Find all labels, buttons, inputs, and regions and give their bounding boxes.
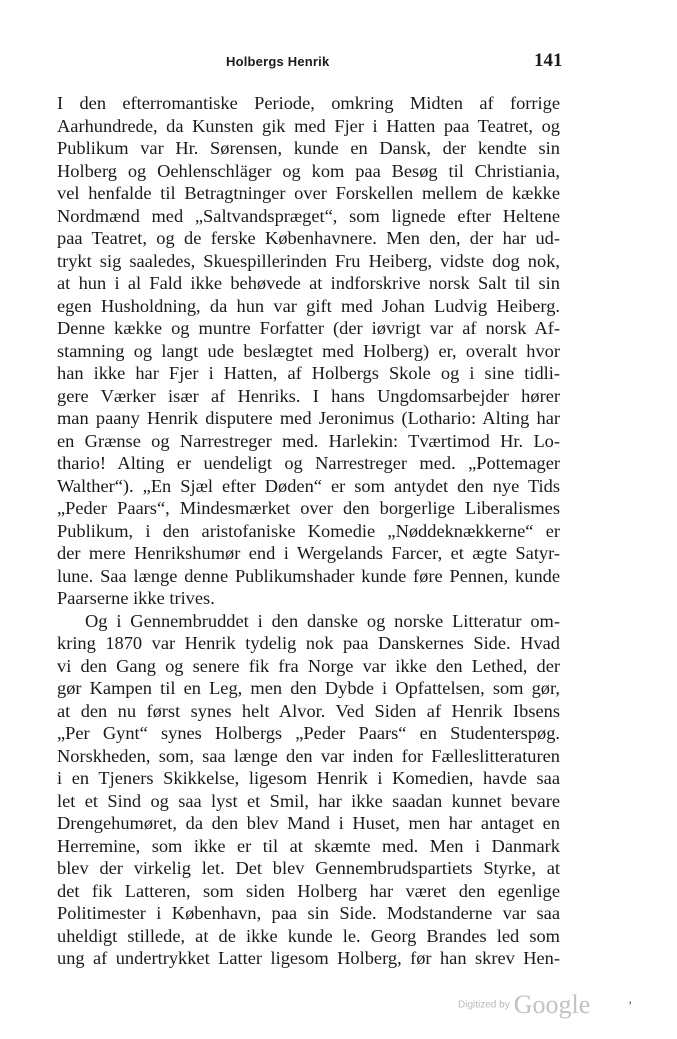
text-line: at hun i al Fald ikke behøvede at indforskrive norsk Salt til sin <box>57 273 560 293</box>
page-header <box>0 50 677 74</box>
text-line: gør Kampen til en Leg, men den Dybde i Opfattelsen, som gør, <box>57 678 560 698</box>
text-line: en Grænse og Narrestreger med. Harlekin: Tværtimod Hr. Lo- <box>57 430 560 451</box>
text-line: lune. Saa længe denne Publikumshader kunde føre Pennen, kunde <box>57 565 560 586</box>
digitized-watermark <box>458 990 590 1020</box>
text-line: Herremine, som ikke er til at skæmte med. Men i Danmark <box>57 835 560 856</box>
running-title: Holbergs Henrik <box>226 54 330 69</box>
text-line: gere Værker især af Henriks. I hans Ungdomsarbejder hører <box>57 385 560 406</box>
text-line: det fik Latteren, som siden Holberg har været den egenlige <box>57 880 560 901</box>
text-line: Drengehumøret, da den blev Mand i Huset, men har antaget en <box>57 813 560 833</box>
text-line: „Per Gynt“ synes Holbergs „Peder Paars“ en Studenterspøg. <box>57 723 560 743</box>
text-line: let et Sind og saa lyst et Smil, har ikke saadan kunnet bevare <box>57 790 560 811</box>
text-line: trykt sig saaledes, Skuespillerinden Fru Heiberg, vidste dog nok, <box>57 250 560 271</box>
text-line: Og i Gennembruddet i den danske og norske Litteratur om- <box>85 610 560 631</box>
text-line: uheldigt stillede, at de ikke kunde le. Georg Brandes led som <box>57 925 560 946</box>
text-line: blev der virkelig let. Det blev Gennembrudspartiets Styrke, at <box>57 858 560 878</box>
text-line: Denne kække og muntre Forfatter (der iøvrigt var af norsk Af- <box>57 318 560 338</box>
text-line: vel henfalde til Betragtninger over Forskellen mellem de kække <box>57 183 560 203</box>
text-line: i en Tjeners Skikkelse, ligesom Henrik i Komedien, havde saa <box>57 768 560 788</box>
google-logo: Google <box>513 990 591 1019</box>
text-line: I den efterromantiske Periode, omkring Midten af forrige <box>57 93 560 113</box>
text-line: Aarhundrede, da Kunsten gik med Fjer i Hatten paa Teatret, og <box>57 115 560 136</box>
page-number: 141 <box>534 50 563 71</box>
text-line: Walther“). „En Sjæl efter Døden“ er som antydet den nye Tids <box>57 475 560 496</box>
text-line: at den nu først synes helt Alvor. Ved Siden af Henrik Ibsens <box>57 700 560 721</box>
text-line: der mere Henrikshumør end i Wergelands Farcer, et ægte Satyr- <box>57 543 560 563</box>
text-line: egen Husholdning, da hun var gift med Johan Ludvig Heiberg. <box>57 295 560 316</box>
text-line: Publikum, i den aristofaniske Komedie „Nøddeknækkerne“ er <box>57 520 560 541</box>
text-line: Paarserne ikke trives. <box>57 588 215 608</box>
text-line: Publikum var Hr. Sørensen, kunde en Dansk, der kendte sin <box>57 138 560 158</box>
stray-mark: ’ <box>628 998 633 1013</box>
text-line: paa Teatret, og de ferske Københavnere. Men den, der har ud- <box>57 228 560 248</box>
text-line: han ikke har Fjer i Hatten, af Holbergs Skole og i sine tidli- <box>57 363 560 383</box>
text-line: kring 1870 var Henrik tydelig nok paa Danskernes Side. Hvad <box>57 633 560 653</box>
text-line: Politimester i København, paa sin Side. Modstanderne var saa <box>57 903 560 923</box>
text-line: Norskheden, som, saa længe den var inden for Fælleslitteraturen <box>57 745 560 766</box>
text-line: stamning og langt ude beslægtet med Holberg) er, overalt hvor <box>57 340 560 361</box>
text-line: thario! Alting er uendeligt og Narrestreger med. „Pottemager <box>57 453 560 473</box>
text-line: ung af undertrykket Latter ligesom Holberg, før han skrev Hen- <box>57 948 560 968</box>
text-line: Nordmænd med „Saltvandspræget“, som lignede efter Heltene <box>57 205 560 226</box>
text-line: „Peder Paars“, Mindesmærket over den borgerlige Liberalismes <box>57 498 560 518</box>
text-line: vi den Gang og senere fik fra Norge var ikke den Lethed, der <box>57 655 560 676</box>
text-line: man paany Henrik disputere med Jeronimus (Lothario: Alting har <box>57 408 560 428</box>
body-text <box>57 92 560 970</box>
text-line: Holberg og Oehlenschläger og kom paa Besøg til Christiania, <box>57 160 560 181</box>
digitized-label: Digitized by <box>458 999 510 1011</box>
